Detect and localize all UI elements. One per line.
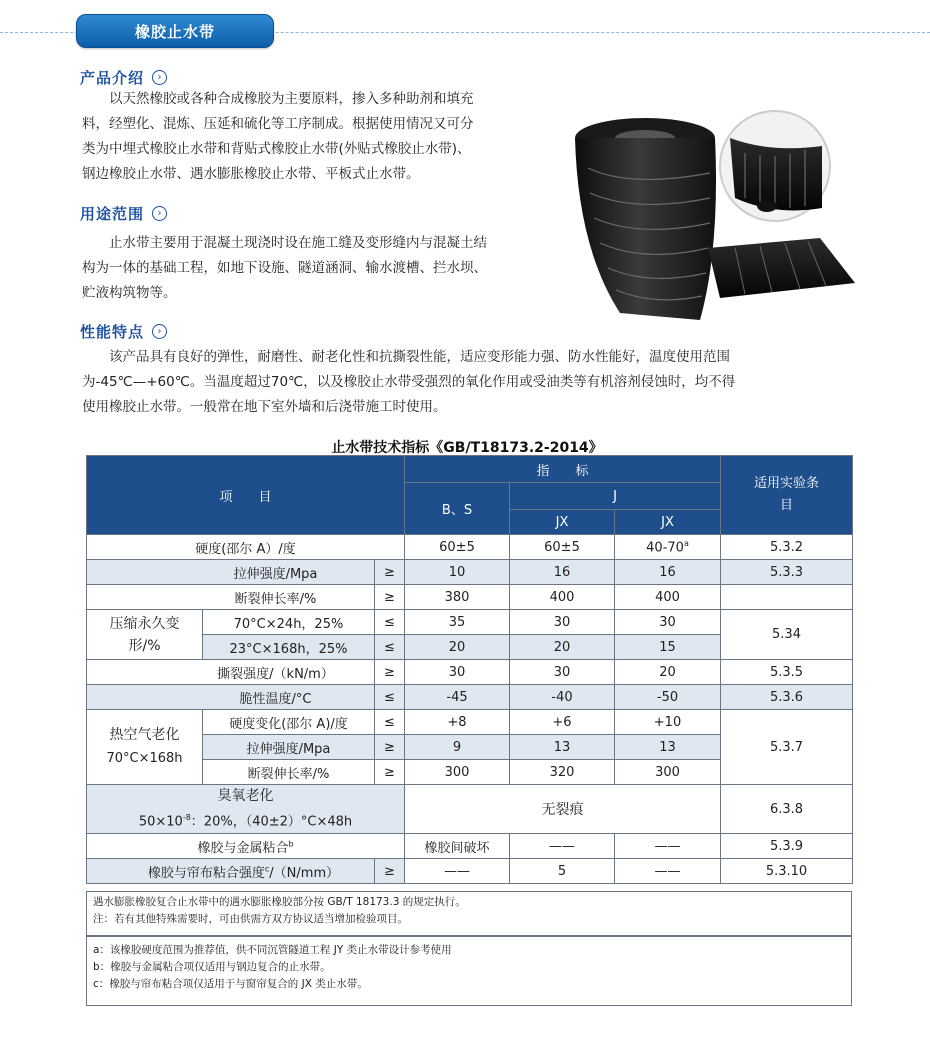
cell-value: 无裂痕	[405, 785, 721, 834]
row-symbol: ≥	[375, 585, 405, 610]
row-symbol: ≥	[375, 859, 405, 884]
group-label-text: 热空气老化	[109, 727, 180, 743]
row-label-part: ：20%，（40±2）°C×48h	[190, 814, 353, 830]
row-symbol: ≤	[375, 710, 405, 735]
cell-condition: 5.34	[721, 610, 853, 660]
cell-condition: 6.3.8	[721, 785, 853, 834]
row-label: 脆性温度/°C	[87, 685, 375, 710]
usage-paragraph	[82, 231, 562, 306]
row-label: 硬度(邵尔 A）/度	[87, 535, 405, 560]
cell-condition: 5.3.3	[721, 560, 853, 585]
group-label	[87, 710, 203, 785]
row-label	[87, 785, 405, 834]
row-label-text: 橡胶与金属粘合	[197, 840, 289, 856]
usage-line: 止水带主要用于混凝土现浇时设在施工缝及变形缝内与混凝土结	[109, 235, 487, 251]
cell-value: +6	[510, 710, 615, 735]
cell-value	[615, 535, 721, 560]
note-line: 遇水膨胀橡胶复合止水带中的遇水膨胀橡胶部分按 GB/T 18173.3 的规定执行。	[93, 896, 466, 908]
features-line: 使用橡胶止水带。一般常在地下室外墙和后浇带施工时使用。	[82, 399, 447, 415]
cell-value: 20	[405, 635, 510, 660]
cell-value: 300	[615, 760, 721, 785]
cell-value: +8	[405, 710, 510, 735]
footnote-mark: b	[288, 839, 294, 849]
note-line: a：该橡胶硬度范围为推荐值，供不同沉管隧道工程 JY 类止水带设计参考使用	[93, 944, 452, 956]
section-usage-title: 用途范围	[80, 205, 145, 223]
header-condition-text: 适用实验条目	[753, 476, 819, 513]
superscript: -8	[182, 813, 191, 822]
cell-value: 35	[405, 610, 510, 635]
cell-condition	[721, 585, 853, 610]
cell-value: 30	[405, 660, 510, 685]
section-intro-header	[80, 67, 167, 88]
cell-value: ——	[615, 859, 721, 884]
group-label	[87, 610, 203, 660]
footnote-mark: a	[683, 538, 689, 548]
cell-value: ——	[615, 834, 721, 859]
note-line: b：橡胶与金属粘合项仅适用与钢边复合的止水带。	[93, 961, 331, 973]
table-title: 止水带技术指标《GB/T18173.2-2014》	[331, 440, 603, 456]
cell-value: 9	[405, 735, 510, 760]
group-label-subtext: 70°C×168h	[106, 751, 183, 766]
row-label	[87, 859, 375, 884]
header-condition	[721, 456, 853, 535]
usage-line: 贮液构筑物等。	[82, 285, 177, 301]
page-title: 橡胶止水带	[134, 22, 215, 41]
cell-value: 60±5	[405, 535, 510, 560]
chevron-right-icon: ›	[152, 70, 167, 85]
cell-value: +10	[615, 710, 721, 735]
section-usage-header	[80, 203, 167, 224]
row-symbol: ≤	[375, 635, 405, 660]
cell-value: 20	[510, 635, 615, 660]
features-line: 为-45℃—+60℃。当温度超过70℃，以及橡胶止水带受强烈的氧化作用或受油类等有机溶剂侵蚀时，均不得	[82, 374, 736, 390]
row-label-part: 50×10	[138, 814, 183, 830]
intro-line: 钢边橡胶止水带、遇水膨胀橡胶止水带、平板式止水带。	[82, 166, 420, 182]
header-item: 项 目	[87, 456, 405, 535]
row-label: 70°C×24h，25%	[203, 610, 375, 635]
section-features-header	[80, 321, 167, 342]
cell-value: 20	[615, 660, 721, 685]
cell-value: ——	[510, 834, 615, 859]
table-row	[87, 535, 853, 560]
cell-condition: 5.3.9	[721, 834, 853, 859]
cell-value: 13	[615, 735, 721, 760]
row-label-part: /（N/mm）	[269, 865, 340, 881]
cell-value: 16	[615, 560, 721, 585]
cell-value: 15	[615, 635, 721, 660]
cell-value: 10	[405, 560, 510, 585]
chevron-right-icon: ›	[152, 206, 167, 221]
note-line: 注：若有其他特殊需要时，可由供需方双方协议适当增加检验项目。	[93, 913, 408, 925]
intro-line: 类为中埋式橡胶止水带和背贴式橡胶止水带(外贴式橡胶止水带)、	[82, 141, 471, 157]
intro-paragraph	[82, 87, 562, 187]
footnote-mark: c	[264, 864, 270, 874]
cell-value: 16	[510, 560, 615, 585]
header-j: J	[510, 483, 721, 510]
row-label	[87, 834, 405, 859]
table-row	[87, 560, 853, 585]
features-paragraph	[82, 345, 872, 420]
cell-value: 60±5	[510, 535, 615, 560]
intro-line: 料，经塑化、混炼、压延和硫化等工序制成。根据使用情况又可分	[82, 116, 474, 132]
row-label-subtext	[87, 807, 404, 833]
group-label-text: 压缩永久变形/%	[109, 615, 180, 654]
row-symbol: ≥	[375, 760, 405, 785]
note-line: c：橡胶与帘布粘合项仅适用于与窗帘复合的 JX 类止水带。	[93, 978, 368, 990]
row-symbol: ≤	[375, 685, 405, 710]
cell-value: -45	[405, 685, 510, 710]
cell-value: 5	[510, 859, 615, 884]
row-symbol: ≥	[375, 560, 405, 585]
row-symbol: ≤	[375, 610, 405, 635]
row-label-text: 橡胶与帘布粘合强度	[147, 865, 265, 881]
chevron-right-icon: ›	[152, 324, 167, 339]
header-tab	[76, 14, 274, 48]
cell-condition: 5.3.5	[721, 660, 853, 685]
cell-condition: 5.3.10	[721, 859, 853, 884]
cell-value: 30	[510, 660, 615, 685]
row-label: 23°C×168h，25%	[203, 635, 375, 660]
product-photo	[560, 98, 860, 328]
header-bs: B、S	[405, 483, 510, 535]
cell-value: 400	[615, 585, 721, 610]
intro-line: 以天然橡胶或各种合成橡胶为主要原料，掺入多种助剂和填充	[109, 91, 474, 107]
header-index: 指 标	[405, 456, 721, 483]
row-label: 断裂伸长率/%	[87, 585, 375, 610]
row-label: 硬度变化(邵尔 A)/度	[203, 710, 375, 735]
row-symbol: ≥	[375, 735, 405, 760]
cell-condition: 5.3.7	[721, 710, 853, 785]
table-row	[87, 585, 853, 610]
cell-value: 380	[405, 585, 510, 610]
cell-value: ——	[405, 859, 510, 884]
table-row	[87, 710, 853, 735]
table-row	[87, 660, 853, 685]
usage-line: 构为一体的基础工程，如地下设施、隧道涵洞、输水渡槽、拦水坝、	[82, 260, 487, 276]
header-jx: JX	[510, 510, 615, 535]
row-label: 拉伸强度/Mpa	[203, 735, 375, 760]
section-intro-title: 产品介绍	[80, 69, 145, 87]
features-line: 该产品具有良好的弹性，耐磨性、耐老化性和抗撕裂性能，适应变形能力强、防水性能好，温度使用范围	[109, 349, 730, 365]
row-label-text: 臭氧老化	[217, 788, 274, 804]
note-footnotes	[86, 936, 852, 1006]
cell-value-text: 40-70	[646, 540, 684, 556]
cell-value: 400	[510, 585, 615, 610]
cell-value: 30	[615, 610, 721, 635]
table-row	[87, 610, 853, 635]
table-row	[87, 834, 853, 859]
note-general	[86, 891, 852, 936]
table-row	[87, 859, 853, 884]
cell-value: 13	[510, 735, 615, 760]
cell-value: 320	[510, 760, 615, 785]
cell-value: 30	[510, 610, 615, 635]
table-row	[87, 785, 853, 834]
cell-value: -50	[615, 685, 721, 710]
row-label: 撕裂强度/（kN/m）	[87, 660, 375, 685]
cell-condition: 5.3.6	[721, 685, 853, 710]
cell-value: 300	[405, 760, 510, 785]
row-label: 断裂伸长率/%	[203, 760, 375, 785]
cell-value: -40	[510, 685, 615, 710]
row-label: 拉伸强度/Mpa	[87, 560, 375, 585]
header-jx: JX	[615, 510, 721, 535]
table-row	[87, 685, 853, 710]
cell-value: 橡胶间破坏	[405, 834, 510, 859]
row-symbol: ≥	[375, 660, 405, 685]
cell-condition: 5.3.2	[721, 535, 853, 560]
section-features-title: 性能特点	[80, 323, 145, 341]
spec-table	[86, 455, 853, 884]
